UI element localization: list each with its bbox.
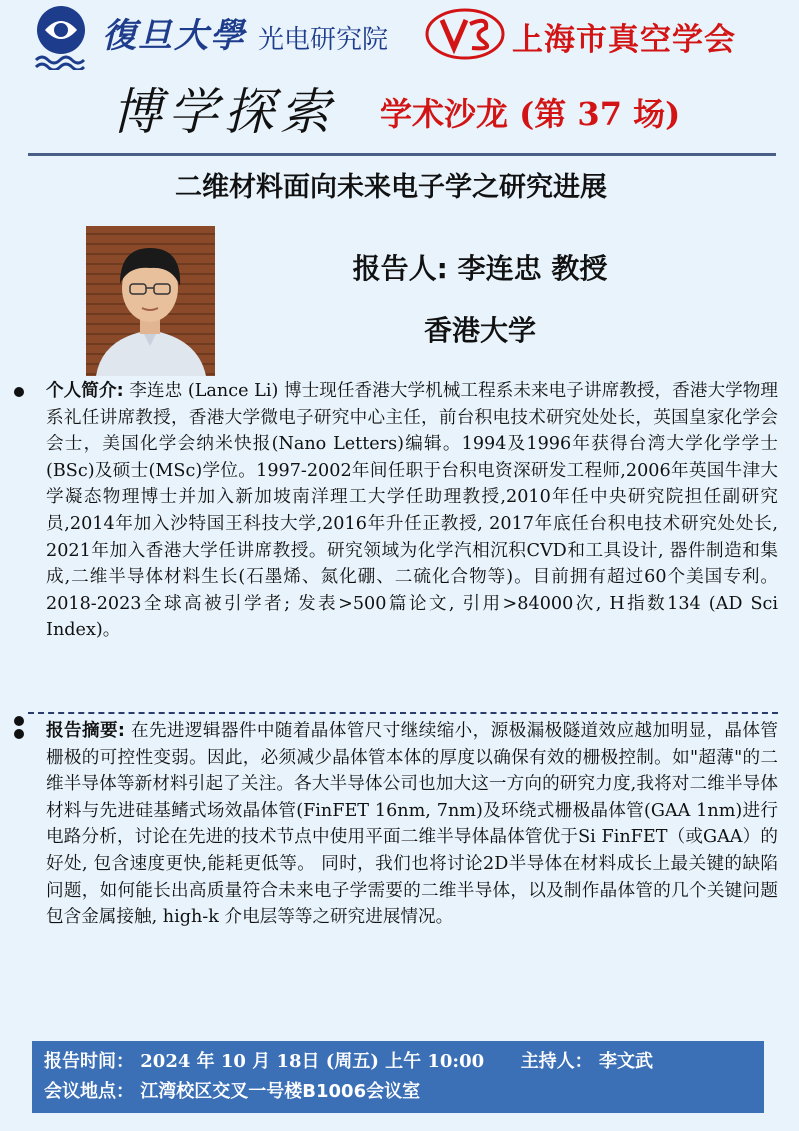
society-name: 上海市真空学会 [512, 22, 736, 58]
speaker-name: 报告人: 李连忠 教授 [352, 252, 608, 285]
bio-section [46, 378, 778, 644]
talk-title: 二维材料面向未来电子学之研究进展 [175, 172, 607, 203]
bullet-icon [14, 387, 24, 397]
university-name: 復旦大學 [102, 16, 246, 56]
header-divider [28, 153, 776, 156]
host-value: 李文武 [598, 1051, 653, 1072]
host-label: 主持人： [520, 1051, 593, 1072]
bullet-icon [14, 716, 24, 726]
bio-text: 李连忠 (Lance Li) 博士现任香港大学机械工程系未来电子讲席教授，香港大学物理系礼任讲席教授，香港大学微电子研究中心主任，前台积电技术研究处处长，英国皇家化学会会士，美国化学会纳米快报(Nano Letters)编辑。1994及1996年获得台湾大学化学学士(BSc)及硕士(MSc)学位。1997-2002年间任职于台积电资深研发工程师,2006年英国牛津大学凝态物理博士并加入新加坡南洋理工大学任助理教授,2010年任中央研究院担任副研究员,2014年加入沙特国王科技大学,2016年升任正教授, 2017年底任台积电技术研究处处长, 2021年加入香港大学任讲席教授。研究领域为化学汽相沉积CVD和工具设计, 器件制造和集成,二维半导体材料生长(石墨烯、氮化硼、二硫化合物等)。目前拥有超过60个美国专利。2018-2023全球高被引学者; 发表>500篇论文, 引用>84000次, H指数134 (AD Sci Index)。 [46, 381, 778, 641]
institute-name: 光电研究院 [258, 25, 389, 55]
venue-label: 会议地点： [44, 1081, 134, 1102]
venue-row [44, 1077, 752, 1107]
venue-value: 江湾校区交叉一号楼B1006会议室 [140, 1081, 421, 1102]
series-name: 博学探索 [112, 83, 336, 141]
speaker-affiliation: 香港大学 [423, 314, 536, 347]
bullet-icon [14, 729, 24, 739]
time-value: 2024 年 10 月 18日 (周五) 上午 10:00 [140, 1051, 485, 1072]
time-row [44, 1047, 752, 1077]
event-info-box [32, 1041, 764, 1113]
salon-title: 学术沙龙 (第 37 场) [380, 95, 681, 133]
abstract-label: 报告摘要: [46, 721, 125, 741]
fudan-logo-icon [30, 4, 92, 70]
abstract-section [46, 718, 778, 931]
time-label: 报告时间： [44, 1051, 134, 1072]
bio-label: 个人简介: [46, 381, 124, 401]
vacuum-society-logo-icon [424, 6, 506, 62]
speaker-photo [86, 226, 215, 376]
abstract-text: 在先进逻辑器件中随着晶体管尺寸继续缩小，源极漏极隧道效应越加明显，晶体管栅极的可控性变弱。因此，必须减少晶体管本体的厚度以确保有效的栅极控制。如"超薄"的二维半导体等新材料引起了关注。各大半导体公司也加大这一方向的研究力度,我将对二维半导体材料与先进硅基鳍式场效晶体管(FinFET 16nm, 7nm)及环绕式栅极晶体管(GAA 1nm)进行电路分析，讨论在先进的技术节点中使用平面二维半导体晶体管优于Si FinFET（或GAA）的好处, 包含速度更快,能耗更低等。 同时，我们也将讨论2D半导体在材料成长上最关键的缺陷问题，如何能长出高质量符合未来电子学需要的二维半导体，以及制作晶体管的几个关键问题包含金属接触, high-k 介电层等等之研究进展情况。 [46, 721, 778, 928]
section-divider [28, 712, 778, 714]
